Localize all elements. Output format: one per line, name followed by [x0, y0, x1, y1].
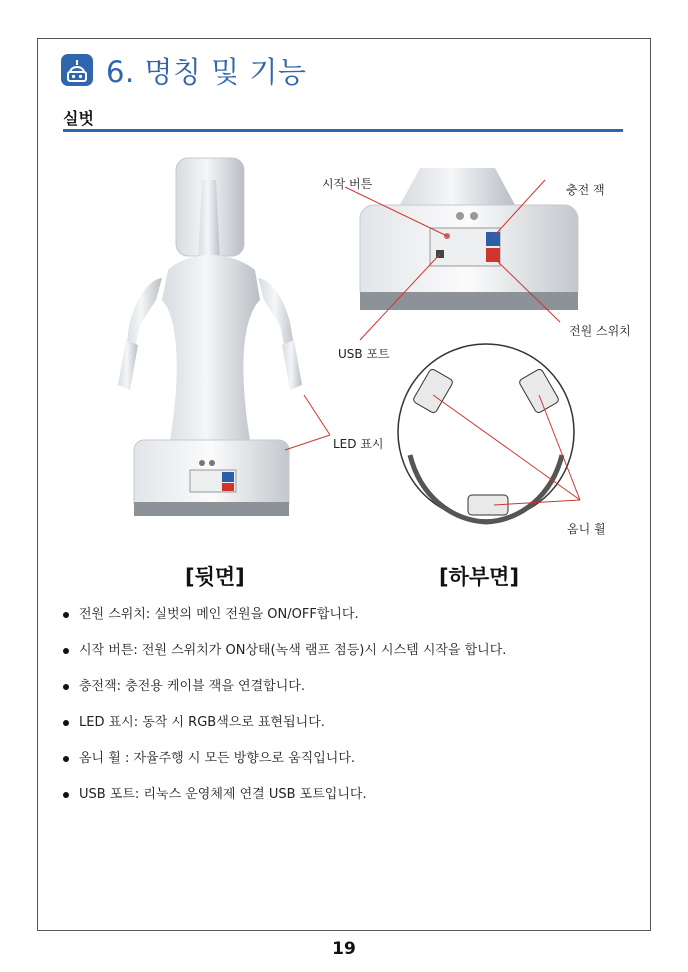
robot-figure: [90, 150, 650, 590]
page-header: [61, 52, 306, 88]
list-item: 시작 버튼: 전원 스위치가 ON상태(녹색 램프 점등)시 시스템 시작을 합니다.: [60, 642, 640, 660]
back-panel-closeup: [360, 168, 578, 310]
list-item: 옴니 휠 : 자율주행 시 모든 방향으로 움직입니다.: [60, 750, 640, 768]
caption-bottom-view: [하부면]: [439, 565, 520, 589]
page-title: 6. 명칭 및 기능: [106, 54, 307, 89]
list-item: 전원 스위치: 실벗의 메인 전원을 ON/OFF합니다.: [60, 606, 640, 624]
feature-list: [60, 606, 640, 822]
list-item: LED 표시: 동작 시 RGB색으로 표현됩니다.: [60, 714, 640, 732]
caption-back-view: [뒷면]: [185, 565, 245, 589]
robot-icon: [61, 54, 93, 86]
callout-start-button: 시작 버튼: [322, 177, 373, 191]
callout-charge-jack: 충전 잭: [566, 183, 605, 197]
section-title: 실벗: [63, 109, 94, 128]
callout-power-switch: 전원 스위치: [569, 324, 631, 338]
callout-usb-port: USB 포트: [338, 347, 390, 361]
section-divider: [63, 129, 623, 132]
callout-omni-wheel: 옴니 휠: [567, 522, 606, 536]
robot-back-view: [118, 158, 302, 516]
list-item: USB 포트: 리눅스 운영체제 연결 USB 포트입니다.: [60, 786, 640, 804]
page-number: 19: [332, 939, 356, 959]
list-item: 충전잭: 충전용 케이블 잭을 연결합니다.: [60, 678, 640, 696]
callout-led: LED 표시: [333, 437, 384, 451]
